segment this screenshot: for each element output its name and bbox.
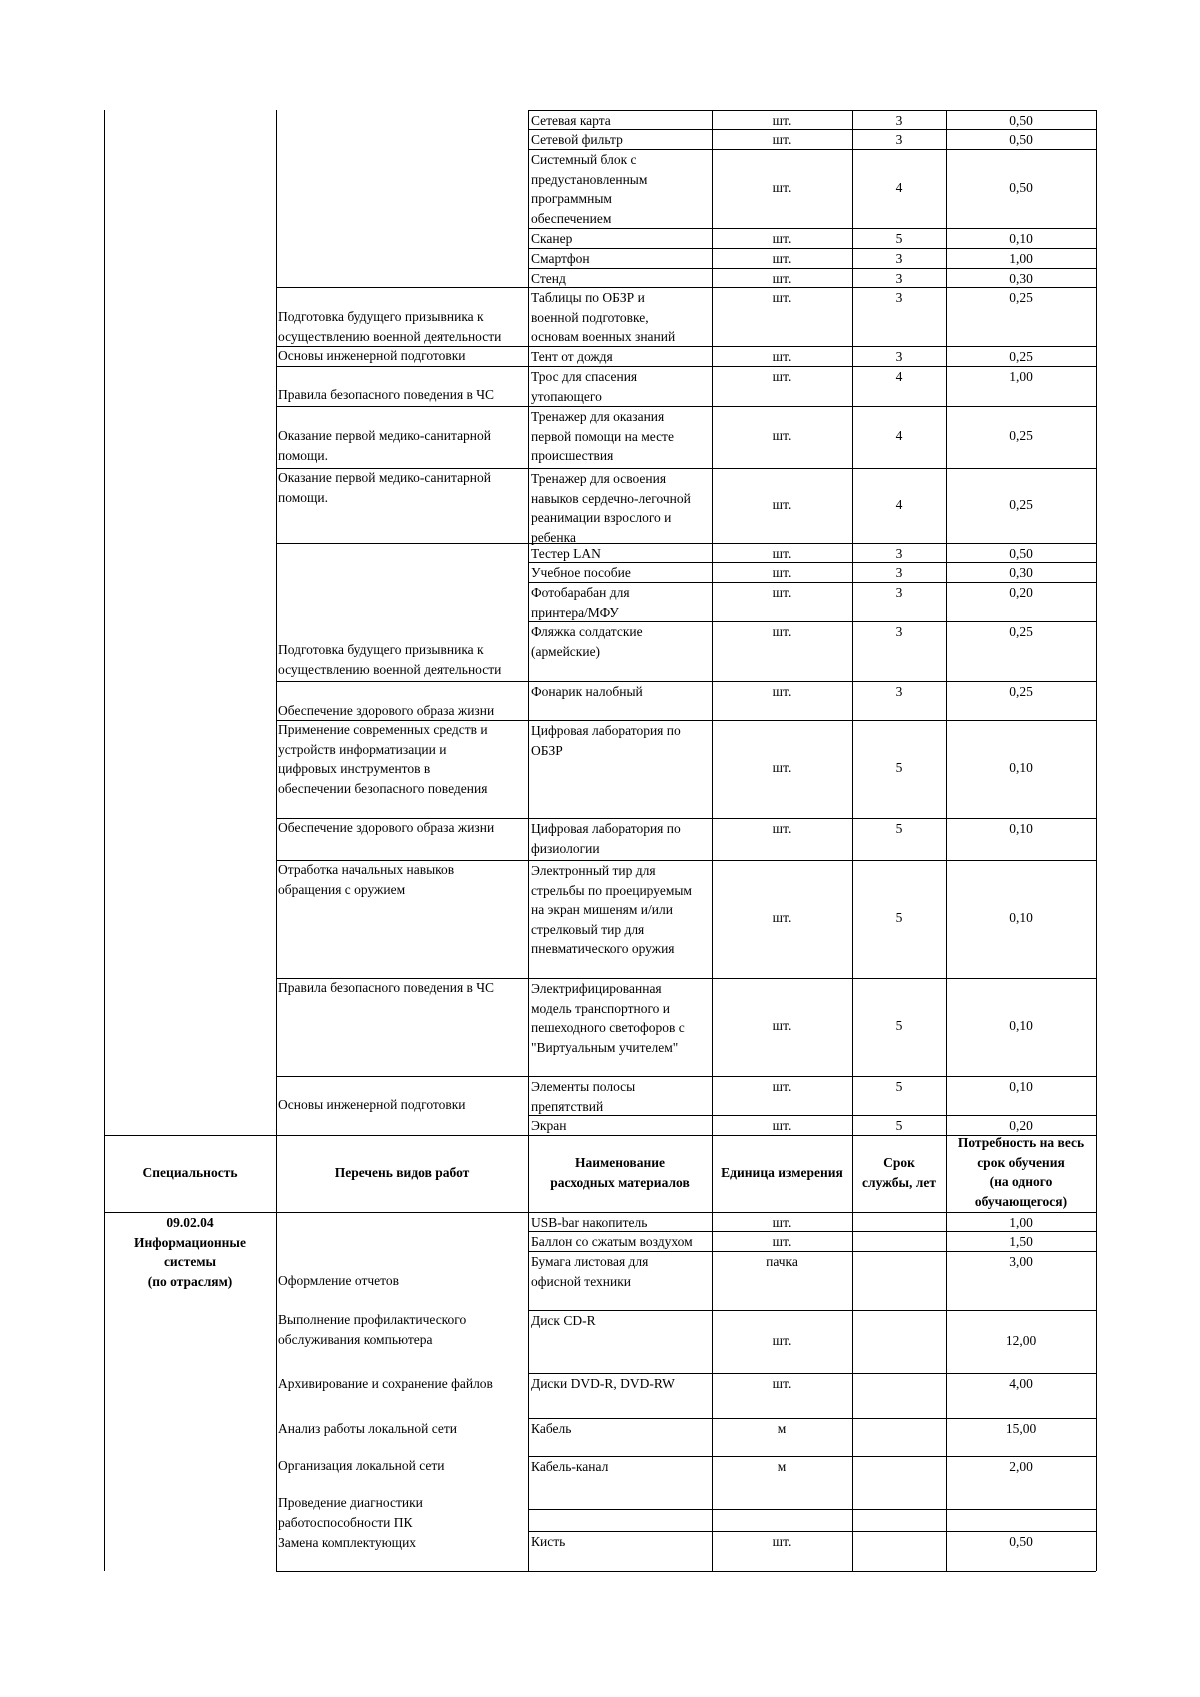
unit-cell: шт.	[772, 585, 792, 600]
life-cell: 5	[895, 1079, 903, 1094]
header-life: Срок службы, лет	[862, 1155, 936, 1190]
need-cell: 0,50	[1009, 1534, 1033, 1549]
material-cell: Бумага листовая для офисной техники	[531, 1254, 649, 1289]
unit-cell: шт.	[772, 1118, 792, 1133]
need-cell: 0,10	[1009, 910, 1033, 925]
need-cell: 0,10	[1009, 760, 1033, 775]
material-cell: Фотобарабан для принтера/МФУ	[531, 585, 630, 620]
work-cell: Основы инженерной подготовки	[278, 348, 466, 363]
material-cell: Фляжка солдатские (армейские)	[531, 624, 643, 659]
need-cell: 1,00	[1009, 369, 1033, 384]
unit-cell: шт.	[772, 180, 792, 195]
header-materials: Наименование расходных материалов	[550, 1155, 690, 1190]
unit-cell: шт.	[772, 369, 792, 384]
material-cell: USB-bar накопитель	[531, 1215, 648, 1230]
material-cell: Электронный тир для стрельбы по проецируемым на экран мишеням и/или стрелковый тир для пневматического оружия	[531, 863, 692, 956]
material-cell: Таблицы по ОБЗР и военной подготовке, основам военных знаний	[531, 290, 676, 344]
need-cell: 3,00	[1009, 1254, 1033, 1269]
material-cell: Тестер LAN	[531, 546, 601, 561]
life-cell: 5	[895, 1018, 903, 1033]
material-cell: Сетевой фильтр	[531, 132, 623, 147]
material-cell: Сканер	[531, 231, 573, 246]
unit-cell: шт.	[772, 821, 792, 836]
life-cell: 3	[895, 113, 903, 128]
need-cell: 0,30	[1009, 565, 1033, 580]
need-cell: 0,20	[1009, 1118, 1033, 1133]
material-cell: Кабель	[531, 1421, 572, 1436]
unit-cell: шт.	[772, 546, 792, 561]
unit-cell: шт.	[772, 624, 792, 639]
life-cell: 3	[895, 684, 903, 699]
need-cell: 0,50	[1009, 546, 1033, 561]
need-cell: 0,30	[1009, 271, 1033, 286]
material-cell: Кабель-канал	[531, 1459, 609, 1474]
material-cell: Тренажер для освоения навыков сердечно-легочной реанимации взрослого и ребенка	[531, 471, 691, 545]
life-cell: 3	[895, 565, 903, 580]
life-cell: 4	[895, 180, 903, 195]
life-cell: 3	[895, 290, 903, 305]
life-cell: 5	[895, 910, 903, 925]
need-cell: 0,25	[1009, 684, 1033, 699]
need-cell: 2,00	[1009, 1459, 1033, 1474]
work-cell: Основы инженерной подготовки	[278, 1097, 466, 1112]
work-cell: Отработка начальных навыков обращения с оружием	[278, 862, 455, 897]
material-cell: Цифровая лаборатория по физиологии	[531, 821, 681, 856]
work-cell: Оформление отчетов	[278, 1273, 399, 1288]
work-cell: Обеспечение здорового образа жизни	[278, 703, 495, 718]
material-cell: Смартфон	[531, 251, 590, 266]
need-cell: 0,50	[1009, 180, 1033, 195]
work-cell: Правила безопасного поведения в ЧС	[278, 387, 495, 402]
work-cell: Подготовка будущего призывника к осуществлению военной деятельности	[278, 309, 502, 344]
material-cell: Диски DVD-R, DVD-RW	[531, 1376, 675, 1391]
need-cell: 12,00	[1005, 1333, 1037, 1348]
life-cell: 5	[895, 760, 903, 775]
need-cell: 0,10	[1009, 231, 1033, 246]
unit-cell: шт.	[772, 1215, 792, 1230]
work-cell: Применение современных средств и устройств информатизации и цифровых инструментов в обеспечении безопасного поведения	[278, 722, 488, 796]
life-cell: 5	[895, 821, 903, 836]
unit-cell: пачка	[766, 1254, 798, 1269]
unit-cell: шт.	[772, 1079, 792, 1094]
unit-cell: шт.	[772, 271, 792, 286]
work-cell: Организация локальной сети	[278, 1458, 445, 1473]
need-cell: 0,25	[1009, 624, 1033, 639]
life-cell: 4	[895, 428, 903, 443]
work-cell: Выполнение профилактического обслуживания компьютера	[278, 1312, 467, 1347]
unit-cell: шт.	[772, 1333, 792, 1348]
work-cell: Проведение диагностики работоспособности ПК	[278, 1495, 423, 1530]
work-cell: Архивирование и сохранение файлов	[278, 1376, 493, 1391]
unit-cell: шт.	[772, 290, 792, 305]
life-cell: 5	[895, 231, 903, 246]
unit-cell: шт.	[772, 349, 792, 364]
need-cell: 1,50	[1009, 1234, 1033, 1249]
specialty-name: 09.02.04 Информационные системы (по отраслям)	[134, 1215, 246, 1289]
work-cell: Анализ работы локальной сети	[278, 1421, 457, 1436]
need-cell: 0,50	[1009, 113, 1033, 128]
life-cell: 3	[895, 132, 903, 147]
need-cell: 0,25	[1009, 428, 1033, 443]
life-cell: 3	[895, 624, 903, 639]
header-works: Перечень видов работ	[334, 1165, 470, 1180]
need-cell: 0,25	[1009, 497, 1033, 512]
material-cell: Элементы полосы препятствий	[531, 1079, 636, 1114]
unit-cell: шт.	[772, 910, 792, 925]
need-cell: 0,10	[1009, 1018, 1033, 1033]
material-cell: Тент от дождя	[531, 349, 613, 364]
unit-cell: шт.	[772, 231, 792, 246]
unit-cell: м	[777, 1459, 787, 1474]
need-cell: 4,00	[1009, 1376, 1033, 1391]
header-unit: Единица измерения	[721, 1165, 843, 1180]
unit-cell: шт.	[772, 684, 792, 699]
material-cell: Экран	[531, 1118, 567, 1133]
header-specialty: Специальность	[142, 1165, 238, 1180]
work-cell: Обеспечение здорового образа жизни	[278, 820, 495, 835]
material-cell: Сетевая карта	[531, 113, 611, 128]
material-cell: Кисть	[531, 1534, 566, 1549]
life-cell: 3	[895, 349, 903, 364]
work-cell: Правила безопасного поведения в ЧС	[278, 980, 495, 995]
material-cell: Электрифицированная модель транспортного и пешеходного светофоров с "Виртуальным учителем"	[531, 981, 685, 1055]
life-cell: 3	[895, 251, 903, 266]
unit-cell: шт.	[772, 1018, 792, 1033]
unit-cell: шт.	[772, 497, 792, 512]
material-cell: Цифровая лаборатория по ОБЗР	[531, 723, 681, 758]
unit-cell: шт.	[772, 760, 792, 775]
work-cell: Подготовка будущего призывника к осуществлению военной деятельности	[278, 642, 502, 677]
life-cell: 4	[895, 369, 903, 384]
unit-cell: шт.	[772, 565, 792, 580]
unit-cell: шт.	[772, 1376, 792, 1391]
work-cell: Замена комплектующих	[278, 1535, 417, 1550]
material-cell: Стенд	[531, 271, 566, 286]
need-cell: 0,50	[1009, 132, 1033, 147]
unit-cell: шт.	[772, 1234, 792, 1249]
unit-cell: шт.	[772, 113, 792, 128]
material-cell: Системный блок с предустановленным программным обеспечением	[531, 152, 648, 226]
need-cell: 0,25	[1009, 349, 1033, 364]
life-cell: 3	[895, 546, 903, 561]
material-cell: Фонарик налобный	[531, 684, 643, 699]
need-cell: 1,00	[1009, 251, 1033, 266]
need-cell: 0,10	[1009, 1079, 1033, 1094]
unit-cell: шт.	[772, 251, 792, 266]
work-cell: Оказание первой медико-санитарной помощи.	[278, 428, 492, 463]
header-need: Потребность на весь срок обучения (на одного обучающегося)	[957, 1135, 1085, 1209]
material-cell: Трос для спасения утопающего	[531, 369, 638, 404]
unit-cell: шт.	[772, 428, 792, 443]
life-cell: 4	[895, 497, 903, 512]
unit-cell: м	[777, 1421, 787, 1436]
need-cell: 0,25	[1009, 290, 1033, 305]
life-cell: 5	[895, 1118, 903, 1133]
need-cell: 0,20	[1009, 585, 1033, 600]
need-cell: 15,00	[1005, 1421, 1037, 1436]
material-cell: Диск CD-R	[531, 1313, 596, 1328]
material-cell: Учебное пособие	[531, 565, 631, 580]
life-cell: 3	[895, 271, 903, 286]
work-cell: Оказание первой медико-санитарной помощи.	[278, 470, 492, 505]
material-cell: Баллон со сжатым воздухом	[531, 1234, 693, 1249]
life-cell: 3	[895, 585, 903, 600]
need-cell: 1,00	[1009, 1215, 1033, 1230]
unit-cell: шт.	[772, 132, 792, 147]
need-cell: 0,10	[1009, 821, 1033, 836]
unit-cell: шт.	[772, 1534, 792, 1549]
material-cell: Тренажер для оказания первой помощи на месте происшествия	[531, 409, 674, 463]
